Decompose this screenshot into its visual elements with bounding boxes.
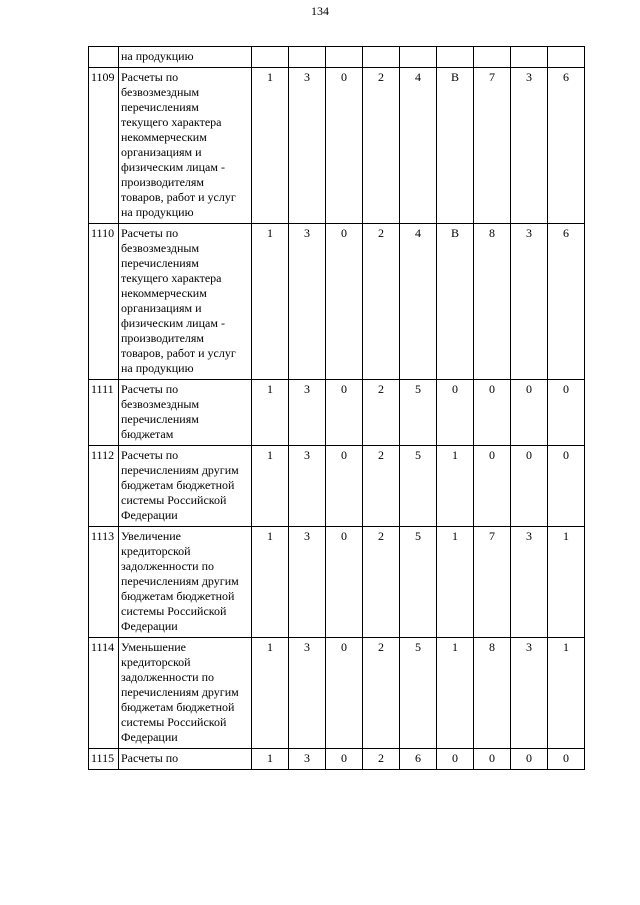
account-digit-cell: 0 — [326, 527, 363, 638]
account-digit-cell: 6 — [400, 749, 437, 770]
account-digit-cell: 0 — [548, 380, 585, 446]
account-digit-cell: 1 — [548, 527, 585, 638]
account-digit-cell: 2 — [363, 224, 400, 380]
row-code: 1111 — [89, 380, 119, 446]
account-digit-cell: 1 — [548, 638, 585, 749]
account-digit-cell: 0 — [474, 446, 511, 527]
row-description: Расчеты по безвозмездным перечислениям бюджетам — [119, 380, 252, 446]
account-digit-cell — [326, 47, 363, 68]
account-digit-cell — [400, 47, 437, 68]
account-digit-cell: 3 — [289, 638, 326, 749]
account-digit-cell: 0 — [548, 446, 585, 527]
account-digit-cell: 3 — [289, 68, 326, 224]
account-digit-cell: 3 — [289, 527, 326, 638]
account-digit-cell: 2 — [363, 68, 400, 224]
row-description: Расчеты по безвозмездным перечислениям текущего характера некоммерческим организациям и физическим лицам - производителям товаров, работ и услуг на продукцию — [119, 68, 252, 224]
account-digit-cell: 1 — [252, 638, 289, 749]
account-digit-cell: 0 — [326, 224, 363, 380]
account-digit-cell: 2 — [363, 380, 400, 446]
table-row — [89, 638, 585, 749]
account-digit-cell: 1 — [437, 638, 474, 749]
account-digit-cell: 4 — [400, 224, 437, 380]
account-digit-cell: 0 — [326, 749, 363, 770]
account-digit-cell: 0 — [474, 380, 511, 446]
account-digit-cell: 3 — [511, 527, 548, 638]
row-code: 1115 — [89, 749, 119, 770]
account-digit-cell: 7 — [474, 68, 511, 224]
account-digit-cell: 1 — [252, 68, 289, 224]
account-digit-cell: 0 — [326, 380, 363, 446]
account-digit-cell: 0 — [511, 446, 548, 527]
account-digit-cell: 1 — [252, 527, 289, 638]
account-digit-cell: 1 — [252, 446, 289, 527]
table-row — [89, 224, 585, 380]
table-row — [89, 446, 585, 527]
account-digit-cell: 2 — [363, 446, 400, 527]
row-code — [89, 47, 119, 68]
account-digit-cell: 3 — [289, 380, 326, 446]
account-digit-cell: 1 — [437, 446, 474, 527]
account-digit-cell: 3 — [289, 446, 326, 527]
account-digit-cell: 0 — [548, 749, 585, 770]
account-digit-cell: 5 — [400, 446, 437, 527]
accounts-table — [88, 46, 585, 770]
account-digit-cell: 3 — [289, 224, 326, 380]
table-row — [89, 380, 585, 446]
account-digit-cell: 0 — [437, 749, 474, 770]
account-digit-cell: 2 — [363, 749, 400, 770]
row-code: 1114 — [89, 638, 119, 749]
row-code: 1113 — [89, 527, 119, 638]
table-row — [89, 749, 585, 770]
account-digit-cell — [252, 47, 289, 68]
account-digit-cell: 2 — [363, 527, 400, 638]
row-code: 1112 — [89, 446, 119, 527]
account-digit-cell: 0 — [511, 380, 548, 446]
account-digit-cell: 8 — [474, 638, 511, 749]
account-digit-cell — [474, 47, 511, 68]
row-code: 1110 — [89, 224, 119, 380]
account-digit-cell: 0 — [511, 749, 548, 770]
account-digit-cell: 0 — [437, 380, 474, 446]
account-digit-cell: В — [437, 224, 474, 380]
account-digit-cell: 3 — [511, 68, 548, 224]
row-description: Расчеты по перечислениям другим бюджетам бюджетной системы Российской Федерации — [119, 446, 252, 527]
account-digit-cell: 2 — [363, 638, 400, 749]
account-digit-cell: 6 — [548, 224, 585, 380]
account-digit-cell: 5 — [400, 380, 437, 446]
page-number: 134 — [311, 4, 329, 18]
account-digit-cell: 1 — [437, 527, 474, 638]
account-digit-cell: 6 — [548, 68, 585, 224]
account-digit-cell: 0 — [326, 68, 363, 224]
account-digit-cell: 0 — [326, 446, 363, 527]
account-digit-cell: 4 — [400, 68, 437, 224]
account-digit-cell: 5 — [400, 638, 437, 749]
table-row — [89, 68, 585, 224]
row-description: Расчеты по безвозмездным перечислениям текущего характера некоммерческим организациям и физическим лицам - производителям товаров, работ и услуг на продукцию — [119, 224, 252, 380]
row-description: Увеличение кредиторской задолженности по перечислениям другим бюджетам бюджетной системы Российской Федерации — [119, 527, 252, 638]
account-digit-cell: 0 — [474, 749, 511, 770]
row-description: Уменьшение кредиторской задолженности по перечислениям другим бюджетам бюджетной системы Российской Федерации — [119, 638, 252, 749]
account-digit-cell — [437, 47, 474, 68]
row-description: Расчеты по — [119, 749, 252, 770]
account-digit-cell: 3 — [289, 749, 326, 770]
table-row — [89, 527, 585, 638]
account-digit-cell — [363, 47, 400, 68]
account-digit-cell: 0 — [326, 638, 363, 749]
account-digit-cell: 7 — [474, 527, 511, 638]
account-digit-cell: 8 — [474, 224, 511, 380]
account-digit-cell: 3 — [511, 224, 548, 380]
account-digit-cell: 1 — [252, 749, 289, 770]
row-description: на продукцию — [119, 47, 252, 68]
row-code: 1109 — [89, 68, 119, 224]
table-row — [89, 47, 585, 68]
account-digit-cell: 1 — [252, 380, 289, 446]
account-digit-cell — [289, 47, 326, 68]
account-digit-cell: 3 — [511, 638, 548, 749]
account-digit-cell — [548, 47, 585, 68]
account-digit-cell: 1 — [252, 224, 289, 380]
account-digit-cell: В — [437, 68, 474, 224]
account-digit-cell — [511, 47, 548, 68]
account-digit-cell: 5 — [400, 527, 437, 638]
